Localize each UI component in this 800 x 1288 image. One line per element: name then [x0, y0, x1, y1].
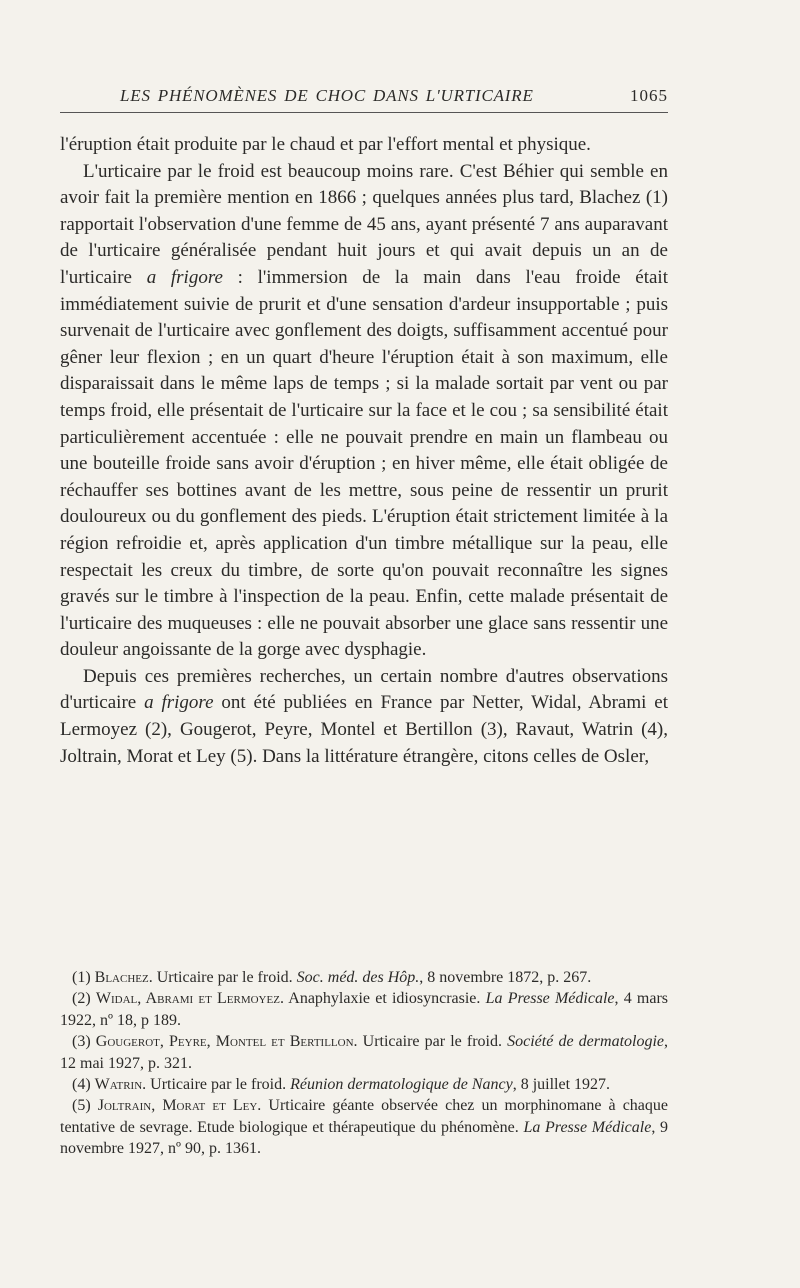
footnote-details: , 9 novembre 1927, nº 90, p. 1361. [60, 1118, 669, 1158]
running-title: LES PHÉNOMÈNES DE CHOC DANS L'URTICAIRE [120, 86, 534, 105]
latin-term: a frigore [144, 692, 214, 714]
footnote-source: La Presse Médicale [485, 990, 615, 1008]
footnote-source: Réunion dermatologique de Nancy [290, 1076, 513, 1094]
footnote-authors: Blachez. [94, 969, 153, 986]
paragraph-2-part-a: L'urticaire par le froid est beaucoup moins rare. C'est Béhier qui semble en avoir fait la première mention en 1866 ; quelques années plus tard, Blachez (1) rapportait l'observation d'une femme de 45 ans, ayant présenté 7 ans auparavant de l'urticaire généralisée pendant huit jours et qui avait depuis un an de l'urticaire [60, 160, 668, 288]
body-text [60, 132, 668, 770]
footnote-title: Urticaire par le froid. [146, 1076, 291, 1094]
footnote-details: , 8 novembre 1872, p. 267. [419, 969, 592, 986]
footnote-authors: Gougerot, Peyre, Montel et Bertillon. [95, 1033, 358, 1051]
footnote [60, 1095, 668, 1159]
latin-term: a frigore [146, 266, 223, 288]
footnote [60, 988, 668, 1031]
footnotes [60, 967, 668, 1160]
footnote [60, 1074, 668, 1095]
footnote-source: Soc. méd. des Hôp. [296, 969, 420, 986]
paragraph-2 [60, 159, 668, 664]
footnote-source: Société de dermatologie [507, 1033, 665, 1051]
footnote-source: La Presse Médicale [523, 1118, 652, 1136]
paragraph-3-part-a: Depuis ces premières recherches, un certain nombre d'autres observations d'urticaire [60, 665, 668, 714]
footnote-number: (2) [72, 990, 91, 1008]
running-head [60, 86, 668, 113]
paragraph-1: l'éruption était produite par le chaud et par l'effort mental et physique. [60, 134, 591, 155]
footnote-details: , 8 juillet 1927. [512, 1076, 611, 1094]
paragraph-3-part-b: ont été publiées en France par Netter, Widal, Abrami et Lermoyez (2), Gougerot, Peyre, Montel et Bertillon (3), Ravaut, Watrin (4), Joltrain, Morat et Ley (5). Dans la littérature étrangère, citons celles de Osler, [60, 692, 668, 767]
paragraph-3 [60, 664, 668, 770]
footnote-number: (5) [72, 1097, 91, 1115]
page-number: 1065 [630, 86, 668, 105]
footnote-authors: Watrin. [94, 1076, 147, 1094]
footnote-number: (3) [72, 1033, 91, 1051]
footnote-number: (4) [72, 1076, 91, 1094]
footnote-number: (1) [72, 969, 91, 986]
footnote-title: Urticaire par le froid. [152, 969, 297, 986]
footnote-title: Urticaire géante observée chez un morphinomane à chaque tentative de sevrage. Etude biologique et thérapeutique du phénomène. [60, 1097, 668, 1136]
paragraph-2-part-b: : l'immersion de la main dans l'eau froide était immédiatement suivie de prurit et d'une sensation d'ardeur insupportable ; puis survenait de l'urticaire avec gonflement des doigts, suffisamment accentué pour gêner leur flexion ; en un quart d'heure l'éruption était à son maximum, elle disparaissait dans le même laps de temps ; si la malade sortait par vent ou par temps froid, elle présentait de l'urticaire sur la face et le cou ; sa sensibilité était particulièrement accentuée : elle ne pouvait prendre en main un flambeau ou une bouteille froide sans avoir d'éruption ; en hiver même, elle était obligée de réchauffer ses bottines avant de les mettre, sous peine de ressentir un prurit douloureux ou du gonflement des pieds. L'éruption était strictement limitée à la région refroidie et, après application d'un timbre métallique sur la peau, elle respectait les creux du timbre, de sorte qu'on pouvait reconnaître les signes gravés sur le timbre à l'inspection de la peau. Enfin, cette malade présentait de l'urticaire des muqueuses : elle ne pouvait absorber une glace sans ressentir une douleur angoissante de la gorge avec dysphagie. [60, 266, 668, 661]
footnote-details: , 12 mai 1927, p. 321. [60, 1033, 669, 1072]
footnote-title: Anaphylaxie et idiosyncrasie. [283, 990, 486, 1008]
footnote-details: , 4 mars 1922, nº 18, p 189. [60, 990, 669, 1029]
footnote-authors: Joltrain, Morat et Ley. [97, 1097, 262, 1115]
footnote-title: Urticaire par le froid. [357, 1033, 508, 1051]
footnote [60, 1031, 668, 1074]
footnote-authors: Widal, Abrami et Lermoyez. [95, 990, 284, 1008]
footnote [60, 967, 668, 988]
